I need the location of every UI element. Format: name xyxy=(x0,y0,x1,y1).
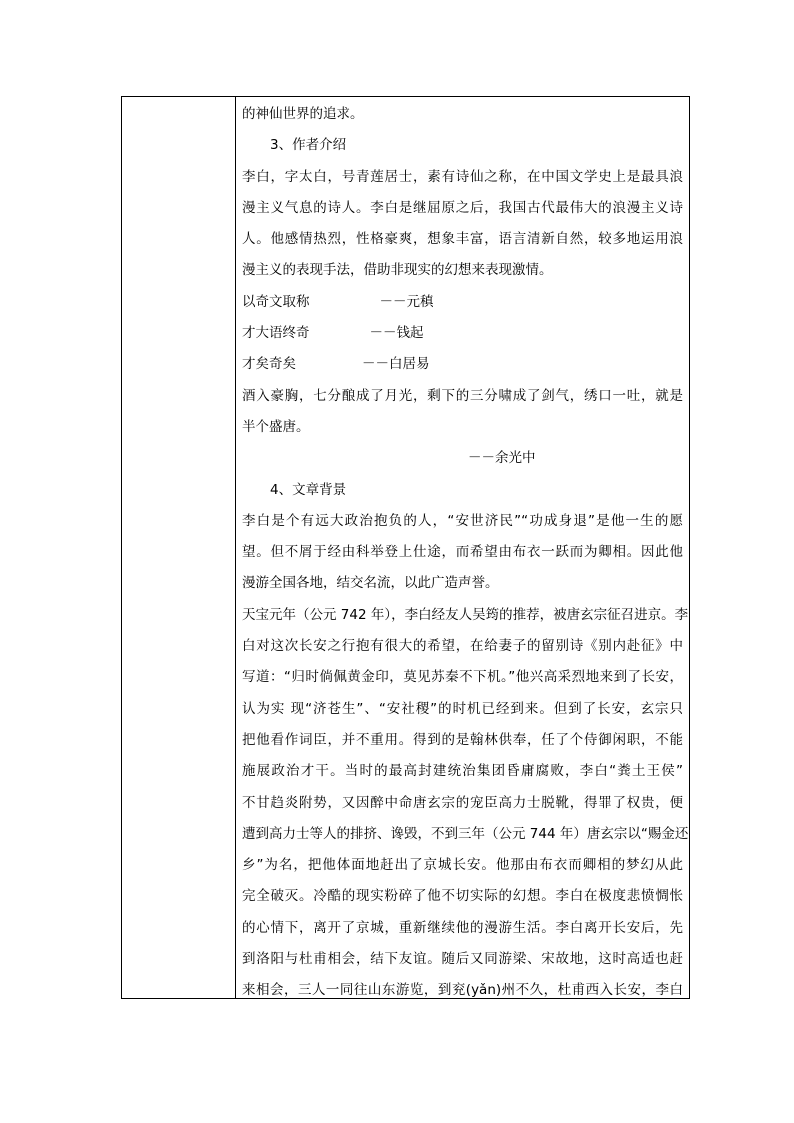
text-line: 完全破灭。冷酷的现实粉碎了他不切实际的幻想。李白在极度悲愤惆怅 xyxy=(242,888,683,905)
text-line: 李白，字太白，号青莲居士，素有诗仙之称，在中国文学史上是最具浪 xyxy=(242,168,683,185)
section-heading-author: 3、作者介绍 xyxy=(270,137,347,154)
quote-author: －－白居易 xyxy=(362,356,430,373)
text-line: 到洛阳与杜甫相会，结下友谊。随后又同游梁、宋故地，这时高适也赶 xyxy=(242,951,683,968)
quote-attribution: －－余光中 xyxy=(468,450,536,467)
quote-author: －－元稹 xyxy=(379,293,434,310)
text-line: 人。他感情热烈，性格豪爽，想象丰富，语言清新自然，较多地运用浪 xyxy=(242,231,683,248)
text-line: 天宝元年（公元 742 年），李白经友人吴筠的推荐，被唐玄宗征召进京。李 xyxy=(242,606,689,623)
text-line: 白对这次长安之行抱有很大的希望，在给妻子的留别诗《别内赴征》中 xyxy=(242,638,683,655)
text-line: 写道：“归时倘佩黄金印，莫见苏秦不下机。”他兴高采烈地来到了长安， xyxy=(242,669,683,686)
content-table xyxy=(121,96,690,999)
text-line: 半个盛唐。 xyxy=(242,418,310,435)
text-line: 的神仙世界的追求。 xyxy=(242,106,364,122)
text-line: 认为实 现“济苍生”、“安社稷”的时机已经到来。但到了长安，玄宗只 xyxy=(242,700,683,717)
quote-phrase: 才矣奇矣 xyxy=(242,356,296,373)
right-cell xyxy=(236,97,689,998)
text-line: 漫主义的表现手法，借助非现实的幻想来表现激情。 xyxy=(242,262,553,279)
text-line: 酒入豪胸，七分酿成了月光，剩下的三分啸成了剑气，绣口一吐，就是 xyxy=(242,387,683,404)
text-line: 不甘趋炎附势，又因醉中命唐玄宗的宠臣高力士脱靴，得罪了权贵，便 xyxy=(242,794,683,811)
text-line: 漫主义气息的诗人。李白是继屈原之后，我国古代最伟大的浪漫主义诗 xyxy=(242,199,683,216)
text-line: 施展政治才干。当时的最高封建统治集团昏庸腐败，李白“粪土王侯” xyxy=(242,763,683,780)
text-line: 的心情下，离开了京城，重新继续他的漫游生活。李白离开长安后，先 xyxy=(242,919,683,936)
text-line: 李白是个有远大政治抱负的人，“安世济民”“功成身退”是他一生的愿 xyxy=(242,512,683,529)
quote-phrase: 才大语终奇 xyxy=(242,325,310,342)
quote-line xyxy=(242,287,689,318)
quote-author: －－钱起 xyxy=(369,325,424,342)
quote-line xyxy=(242,318,689,349)
text-line: 乡”为名，把他体面地赶出了京城长安。他那由布衣而卿相的梦幻从此 xyxy=(242,857,683,874)
text-line: 望。但不屑于经由科举登上仕途，而希望由布衣一跃而为卿相。因此他 xyxy=(242,544,683,561)
left-cell xyxy=(122,97,236,998)
text-line: 漫游全国各地，结交名流，以此广造声誉。 xyxy=(242,575,499,592)
quote-line xyxy=(242,349,689,380)
text-line: 把他看作词臣，并不重用。得到的是翰林供奉，任了个侍御闲职，不能 xyxy=(242,731,683,748)
section-heading-background: 4、文章背景 xyxy=(270,481,347,498)
quote-phrase: 以奇文取称 xyxy=(242,293,310,310)
text-line: 来相会，三人一同往山东游览，到兖(yǎn)州不久，杜甫西入长安，李白 xyxy=(242,982,683,998)
text-line: 遭到高力士等人的排挤、谗毁，不到三年（公元 744 年）唐玄宗以“赐金还 xyxy=(242,825,689,842)
